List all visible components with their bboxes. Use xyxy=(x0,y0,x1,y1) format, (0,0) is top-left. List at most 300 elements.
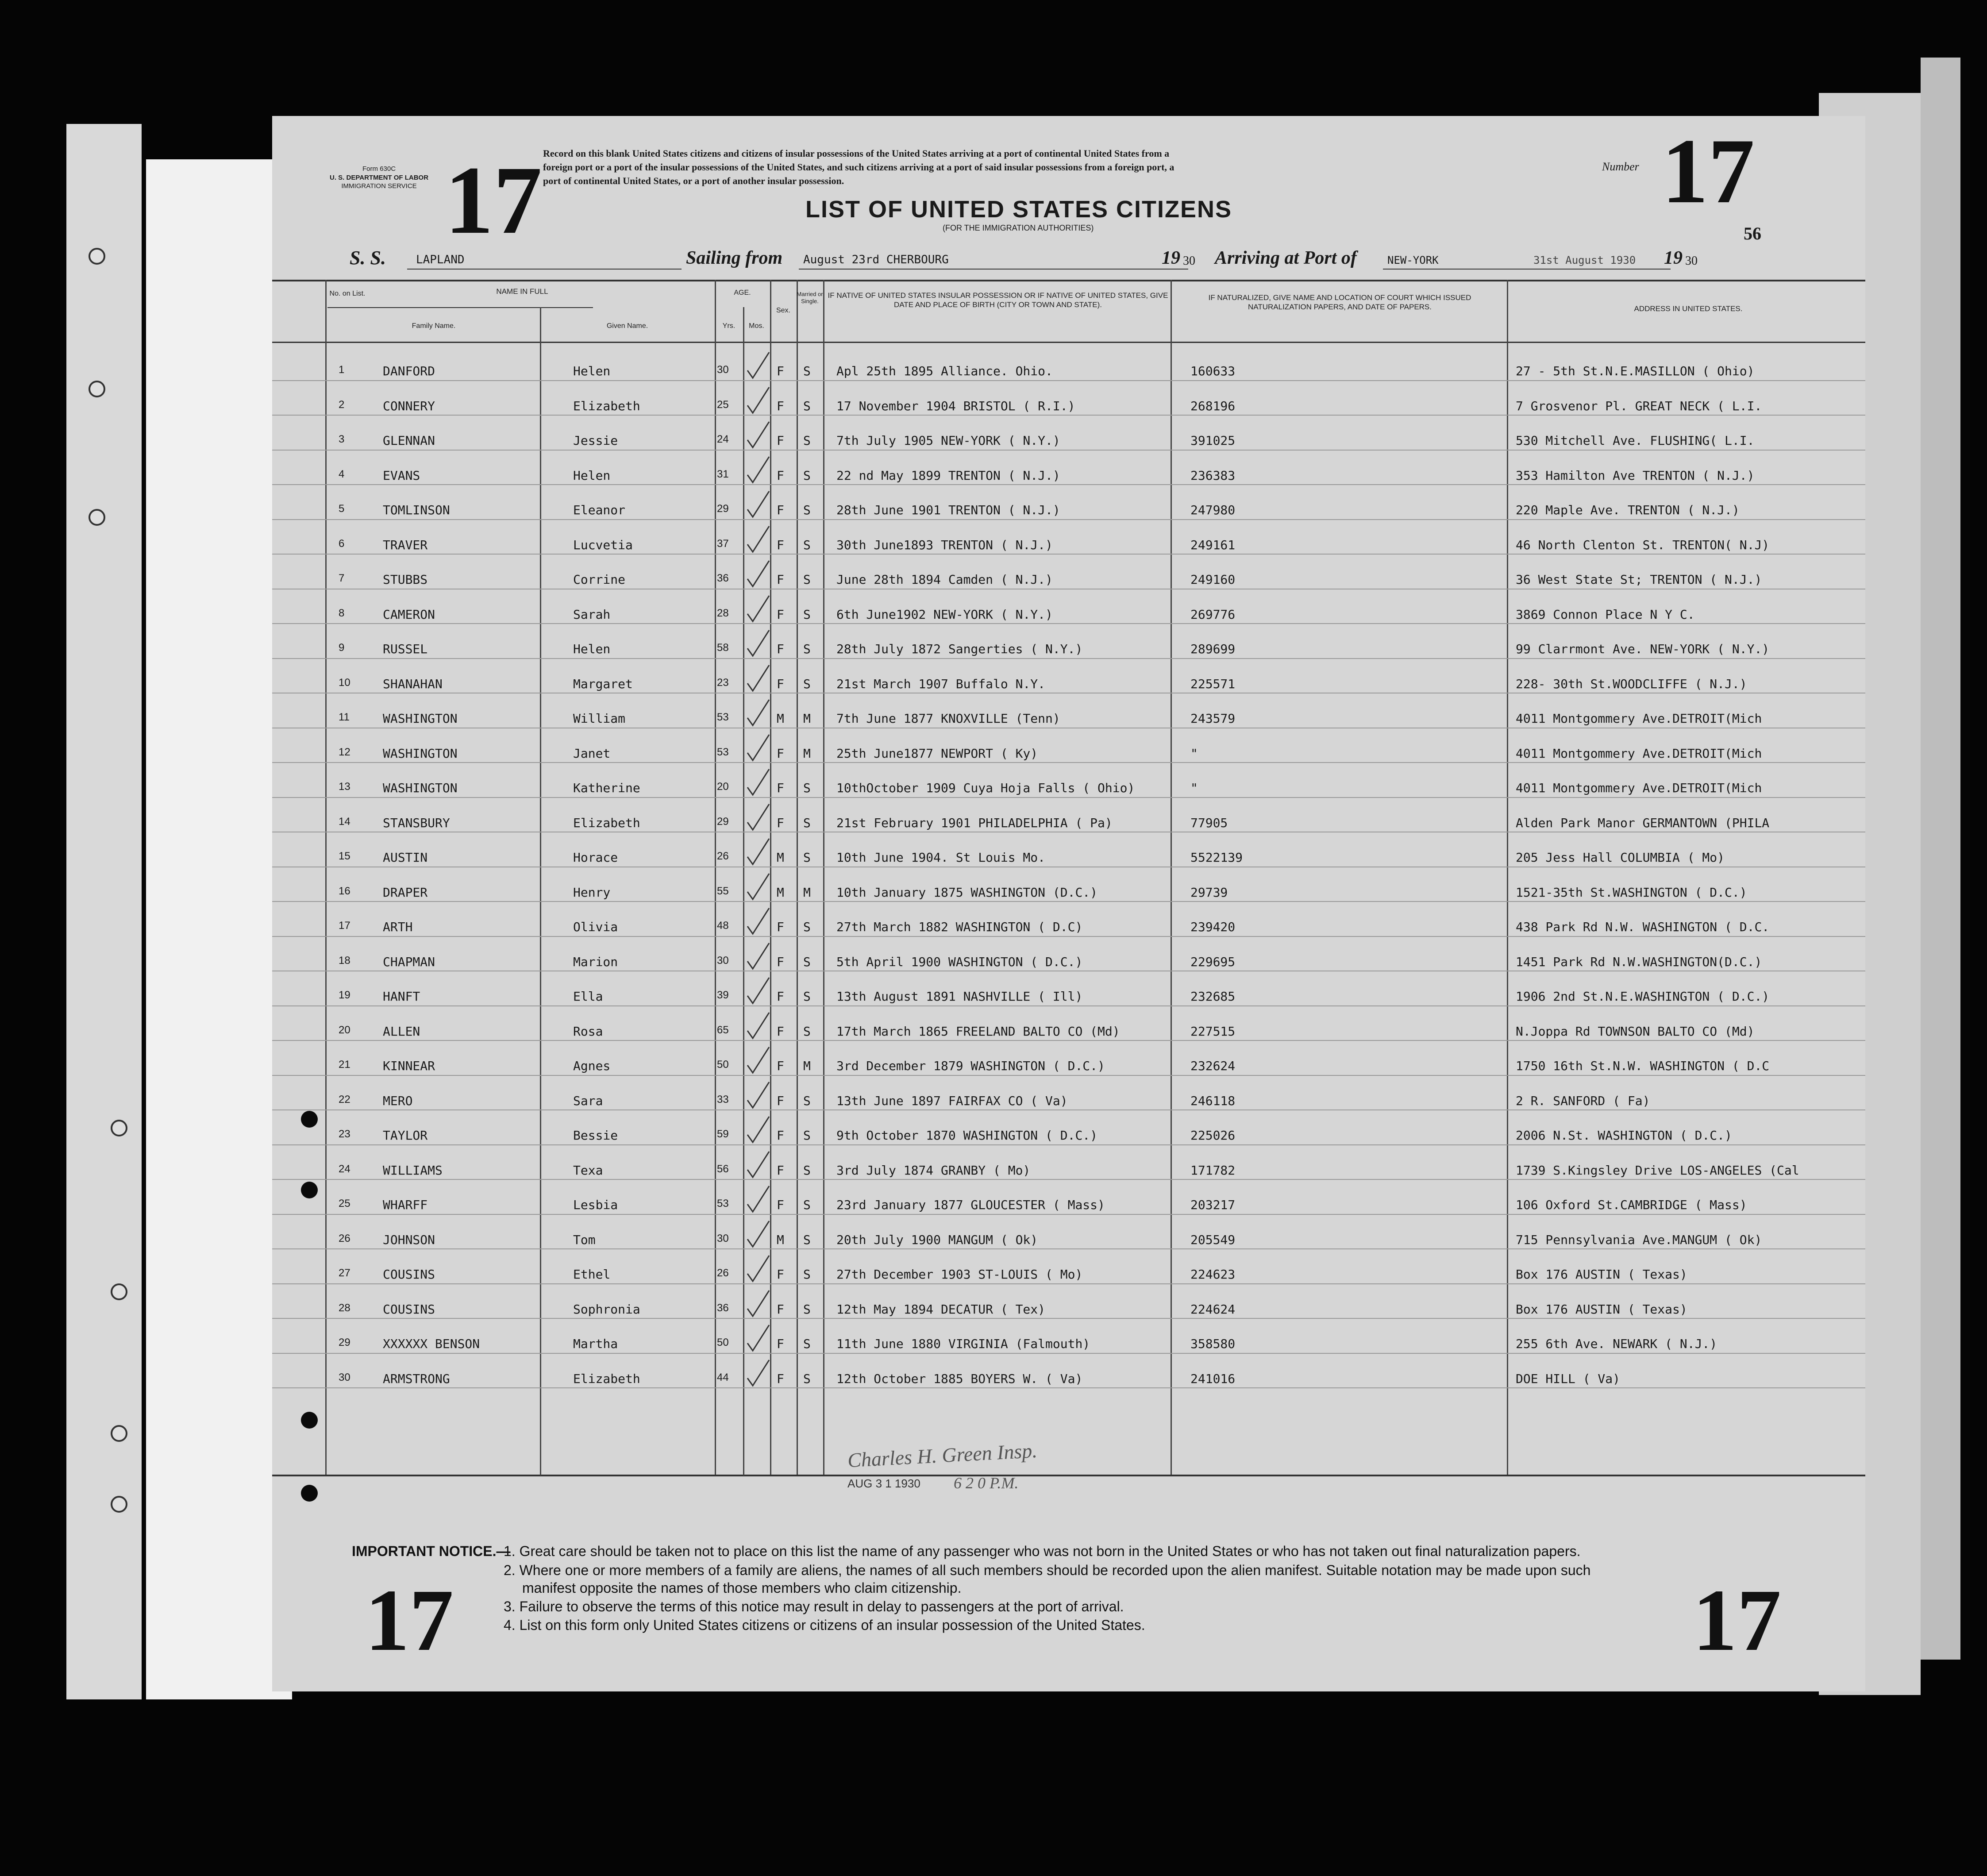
sex: F xyxy=(777,1024,784,1039)
ship-underline xyxy=(407,269,682,270)
row-number: 21 xyxy=(339,1059,350,1071)
naturalization-number: 232624 xyxy=(1190,1059,1236,1073)
row-rule xyxy=(272,1353,1865,1354)
age-years: 26 xyxy=(717,1267,729,1279)
row-rule xyxy=(272,1109,1865,1110)
marital-status: S xyxy=(803,398,811,413)
birth-date-place: 9th October 1870 WASHINGTON ( D.C.) xyxy=(836,1128,1098,1143)
marital-status: S xyxy=(803,676,811,691)
age-years: 26 xyxy=(717,850,729,862)
age-years: 55 xyxy=(717,885,729,897)
naturalization-number: 171782 xyxy=(1190,1163,1236,1178)
row-number: 18 xyxy=(339,954,350,967)
sex: F xyxy=(777,1163,784,1178)
row-number: 16 xyxy=(339,885,350,897)
stamp-date: AUG 3 1 1930 xyxy=(847,1477,920,1490)
family-name: CHAPMAN xyxy=(383,954,435,969)
given-name: Marion xyxy=(573,954,618,969)
family-name: TOMLINSON xyxy=(383,503,450,517)
punch-hole xyxy=(301,1412,318,1429)
row-number: 25 xyxy=(339,1198,350,1210)
marital-status: S xyxy=(803,1093,811,1108)
row-number: 24 xyxy=(339,1163,350,1175)
row-number: 7 xyxy=(339,572,345,584)
given-name: Horace xyxy=(573,850,618,865)
header-birth: IF NATIVE OF UNITED STATES INSULAR POSSESSION OR IF NATIVE OF UNITED STATES, GIVE DATE AND PLACE OF BIRTH (CITY OR TOWN AND STATE). xyxy=(828,291,1168,309)
row-rule xyxy=(272,1387,1865,1388)
service: IMMIGRATION SERVICE xyxy=(341,182,417,190)
check-mark-icon xyxy=(745,767,771,798)
age-years: 29 xyxy=(717,503,729,515)
row-number: 6 xyxy=(339,537,345,550)
naturalization-number: 203217 xyxy=(1190,1198,1236,1212)
us-address: 46 North Clenton St. TRENTON( N.J) xyxy=(1516,537,1770,552)
sex: F xyxy=(777,920,784,934)
header-name-in-full: NAME IN FULL xyxy=(496,287,548,296)
family-name: TRAVER xyxy=(383,537,428,552)
birth-date-place: Apl 25th 1895 Alliance. Ohio. xyxy=(836,364,1053,378)
birth-date-place: 10thOctober 1909 Cuya Hoja Falls ( Ohio) xyxy=(836,781,1135,795)
sex: F xyxy=(777,815,784,830)
marital-status: M xyxy=(803,885,811,900)
family-name: COUSINS xyxy=(383,1267,435,1282)
check-mark-icon xyxy=(745,351,771,381)
sex: F xyxy=(777,1059,784,1073)
given-name: Rosa xyxy=(573,1024,603,1039)
marital-status: S xyxy=(803,503,811,517)
col-divider xyxy=(823,280,824,1475)
check-mark-icon xyxy=(745,1219,771,1250)
check-mark-icon xyxy=(745,976,771,1007)
naturalization-number: 239420 xyxy=(1190,920,1236,934)
arriving-label: Arriving at Port of xyxy=(1215,248,1357,268)
marital-status: S xyxy=(803,537,811,552)
arrival-date: 31st August 1930 xyxy=(1533,254,1636,266)
instruction-line-3: port of continental United States, or a port of another insular possession. xyxy=(543,175,844,186)
check-mark-icon xyxy=(745,1358,771,1389)
given-name: Ella xyxy=(573,989,603,1004)
row-rule xyxy=(272,1214,1865,1215)
marital-status: S xyxy=(803,781,811,795)
birth-date-place: 13th June 1897 FAIRFAX CO ( Va) xyxy=(836,1093,1068,1108)
row-number: 8 xyxy=(339,607,345,619)
binder-hole xyxy=(111,1425,127,1442)
family-name: ARTH xyxy=(383,920,413,934)
marital-status: S xyxy=(803,1163,811,1178)
row-rule xyxy=(272,450,1865,451)
marital-status: S xyxy=(803,815,811,830)
age-years: 50 xyxy=(717,1059,729,1071)
us-address: 228- 30th St.WOODCLIFFE ( N.J.) xyxy=(1516,676,1747,691)
sex: F xyxy=(777,1302,784,1317)
sailing-date-port: August 23rd CHERBOURG xyxy=(803,253,949,266)
col-divider xyxy=(743,307,744,1475)
sex: F xyxy=(777,781,784,795)
birth-date-place: 30th June1893 TRENTON ( N.J.) xyxy=(836,537,1053,552)
naturalization-number: " xyxy=(1190,746,1198,761)
row-rule xyxy=(272,484,1865,485)
check-mark-icon xyxy=(745,1045,771,1076)
family-name: STANSBURY xyxy=(383,815,450,830)
header-bottom-border xyxy=(272,342,1865,343)
naturalization-number: 236383 xyxy=(1190,468,1236,483)
birth-date-place: 10th January 1875 WASHINGTON (D.C.) xyxy=(836,885,1098,900)
row-number: 19 xyxy=(339,989,350,1001)
birth-date-place: 17 November 1904 BRISTOL ( R.I.) xyxy=(836,398,1075,413)
naturalization-number: 225571 xyxy=(1190,676,1236,691)
sex: F xyxy=(777,433,784,448)
row-number: 2 xyxy=(339,398,345,411)
check-mark-icon xyxy=(745,1254,771,1285)
given-name: Sarah xyxy=(573,607,611,622)
row-number: 4 xyxy=(339,468,345,480)
row-rule xyxy=(272,936,1865,937)
naturalization-number: 246118 xyxy=(1190,1093,1236,1108)
given-name: Elizabeth xyxy=(573,1371,640,1386)
age-years: 39 xyxy=(717,989,729,1001)
sex: F xyxy=(777,503,784,517)
year-prefix-2: 19 xyxy=(1664,248,1683,268)
check-mark-icon xyxy=(745,594,771,625)
naturalization-number: " xyxy=(1190,781,1198,795)
sex: M xyxy=(777,850,784,865)
birth-date-place: 12th October 1885 BOYERS W. ( Va) xyxy=(836,1371,1083,1386)
row-rule xyxy=(272,519,1865,520)
list-number-left: 17 xyxy=(445,146,542,254)
age-years: 30 xyxy=(717,954,729,967)
given-name: Corrine xyxy=(573,572,626,587)
given-name: Agnes xyxy=(573,1059,611,1073)
age-years: 59 xyxy=(717,1128,729,1140)
birth-date-place: 10th June 1904. St Louis Mo. xyxy=(836,850,1046,865)
us-address: 4011 Montgommery Ave.DETROIT(Mich xyxy=(1516,781,1762,795)
binder-hole xyxy=(111,1283,127,1300)
naturalization-number: 29739 xyxy=(1190,885,1228,900)
marital-status: S xyxy=(803,1128,811,1143)
row-number: 20 xyxy=(339,1024,350,1036)
sex: F xyxy=(777,676,784,691)
us-address: 1906 2nd St.N.E.WASHINGTON ( D.C.) xyxy=(1516,989,1770,1004)
check-mark-icon xyxy=(745,1011,771,1042)
family-name: TAYLOR xyxy=(383,1128,428,1143)
check-mark-icon xyxy=(745,663,771,694)
age-years: 56 xyxy=(717,1163,729,1175)
family-name: WILLIAMS xyxy=(383,1163,443,1178)
col-divider xyxy=(715,280,716,1475)
sex: F xyxy=(777,364,784,378)
family-name: AUSTIN xyxy=(383,850,428,865)
family-name: CAMERON xyxy=(383,607,435,622)
marital-status: S xyxy=(803,433,811,448)
marital-status: S xyxy=(803,850,811,865)
naturalization-number: 247980 xyxy=(1190,503,1236,517)
row-number: 29 xyxy=(339,1337,350,1348)
us-address: 205 Jess Hall COLUMBIA ( Mo) xyxy=(1516,850,1725,865)
family-name: SHANAHAN xyxy=(383,676,443,691)
birth-date-place: 27th March 1882 WASHINGTON ( D.C) xyxy=(836,920,1083,934)
row-number: 13 xyxy=(339,781,350,793)
us-address: 99 Clarrmont Ave. NEW-YORK ( N.Y.) xyxy=(1516,642,1770,656)
given-name: Elizabeth xyxy=(573,398,640,413)
family-name: WHARFF xyxy=(383,1198,428,1212)
given-name: Helen xyxy=(573,364,611,378)
age-years: 25 xyxy=(717,398,729,411)
check-mark-icon xyxy=(745,1323,771,1354)
birth-date-place: 28th June 1901 TRENTON ( N.J.) xyxy=(836,503,1060,517)
given-name: Martha xyxy=(573,1337,618,1351)
age-years: 58 xyxy=(717,642,729,654)
punch-hole xyxy=(301,1182,318,1198)
family-name: CONNERY xyxy=(383,398,435,413)
check-mark-icon xyxy=(745,489,771,520)
row-rule xyxy=(272,415,1865,416)
birth-date-place: 17th March 1865 FREELAND BALTO CO (Md) xyxy=(836,1024,1120,1039)
year-suffix-1: 30 xyxy=(1183,254,1195,268)
row-rule xyxy=(272,1075,1865,1076)
marital-status: M xyxy=(803,711,811,726)
col-divider xyxy=(325,280,327,1475)
check-mark-icon xyxy=(745,1289,771,1320)
row-number: 12 xyxy=(339,746,350,758)
given-name: Janet xyxy=(573,746,611,761)
row-number: 5 xyxy=(339,503,345,515)
form-id-block xyxy=(330,165,428,191)
col-divider xyxy=(1171,280,1172,1475)
header-mos: Mos. xyxy=(749,322,764,330)
family-name: WASHINGTON xyxy=(383,746,458,761)
us-address: 4011 Montgommery Ave.DETROIT(Mich xyxy=(1516,711,1762,726)
underlying-page xyxy=(146,159,292,1699)
punch-hole xyxy=(301,1111,318,1128)
naturalization-number: 5522139 xyxy=(1190,850,1243,865)
age-years: 23 xyxy=(717,676,729,689)
row-number: 9 xyxy=(339,642,345,654)
age-years: 48 xyxy=(717,920,729,932)
marital-status: S xyxy=(803,1198,811,1212)
row-rule xyxy=(272,1005,1865,1006)
binder-hole xyxy=(89,509,105,526)
age-years: 53 xyxy=(717,711,729,723)
naturalization-number: 205549 xyxy=(1190,1232,1236,1247)
row-rule xyxy=(272,901,1865,902)
given-name: Margaret xyxy=(573,676,633,691)
instructions xyxy=(543,147,1174,188)
sex: F xyxy=(777,468,784,483)
check-mark-icon xyxy=(745,1115,771,1146)
header-address: ADDRESS IN UNITED STATES. xyxy=(1634,304,1743,313)
us-address: 36 West State St; TRENTON ( N.J.) xyxy=(1516,572,1762,587)
naturalization-number: 243579 xyxy=(1190,711,1236,726)
row-number: 1 xyxy=(339,364,345,376)
row-number: 27 xyxy=(339,1267,350,1279)
page-title: LIST OF UNITED STATES CITIZENS xyxy=(805,196,1232,223)
marital-status: S xyxy=(803,572,811,587)
check-mark-icon xyxy=(745,837,771,868)
birth-date-place: 21st February 1901 PHILADELPHIA ( Pa) xyxy=(836,815,1113,830)
naturalization-number: 160633 xyxy=(1190,364,1236,378)
age-years: 30 xyxy=(717,364,729,376)
birth-date-place: 20th July 1900 MANGUM ( Ok) xyxy=(836,1232,1038,1247)
age-years: 53 xyxy=(717,1198,729,1210)
family-name: RUSSEL xyxy=(383,642,428,656)
header-naturalized: IF NATURALIZED, GIVE NAME AND LOCATION OF COURT WHICH ISSUED NATURALIZATION PAPERS, AND DATE OF PAPERS. xyxy=(1208,293,1471,312)
birth-date-place: 13th August 1891 NASHVILLE ( Ill) xyxy=(836,989,1083,1004)
us-address: 2 R. SANFORD ( Fa) xyxy=(1516,1093,1650,1108)
given-name: Helen xyxy=(573,642,611,656)
notice-lead: IMPORTANT NOTICE.— xyxy=(352,1543,511,1559)
family-name: DRAPER xyxy=(383,885,428,900)
notice-item-1: 1. Great care should be taken not to place on this list the name of any passenger who was not born in the United States or who has not taken out final naturalization papers. xyxy=(504,1543,1581,1559)
sex: F xyxy=(777,1337,784,1351)
binder-hole xyxy=(89,381,105,397)
naturalization-number: 289699 xyxy=(1190,642,1236,656)
row-number: 14 xyxy=(339,815,350,828)
sex: F xyxy=(777,1198,784,1212)
sex: F xyxy=(777,1128,784,1143)
birth-date-place: 11th June 1880 VIRGINIA (Falmouth) xyxy=(836,1337,1090,1351)
header-yrs: Yrs. xyxy=(722,322,735,330)
check-mark-icon xyxy=(745,1150,771,1181)
naturalization-number: 269776 xyxy=(1190,607,1236,622)
naturalization-number: 229695 xyxy=(1190,954,1236,969)
row-rule xyxy=(272,623,1865,624)
row-rule xyxy=(272,1179,1865,1180)
department: U. S. DEPARTMENT OF LABOR xyxy=(330,173,429,181)
header-married-single: Married or Single. xyxy=(797,291,823,305)
age-years: 36 xyxy=(717,572,729,584)
sex: F xyxy=(777,607,784,622)
birth-date-place: 28th July 1872 Sangerties ( N.Y.) xyxy=(836,642,1083,656)
age-years: 36 xyxy=(717,1302,729,1314)
row-rule xyxy=(272,1318,1865,1319)
year-prefix-1: 19 xyxy=(1162,248,1180,268)
birth-date-place: 27th December 1903 ST-LOUIS ( Mo) xyxy=(836,1267,1083,1282)
age-years: 33 xyxy=(717,1093,729,1106)
row-rule xyxy=(272,658,1865,659)
naturalization-number: 232685 xyxy=(1190,989,1236,1004)
birth-date-place: 3rd July 1874 GRANBY ( Mo) xyxy=(836,1163,1031,1178)
left-binder-strip xyxy=(66,124,142,1699)
check-mark-icon xyxy=(745,941,771,972)
year-suffix-2: 30 xyxy=(1685,254,1698,268)
naturalization-number: 249161 xyxy=(1190,537,1236,552)
us-address: 1739 S.Kingsley Drive LOS-ANGELES (Cal xyxy=(1516,1163,1799,1178)
col-divider xyxy=(797,280,798,1475)
naturalization-number: 77905 xyxy=(1190,815,1228,830)
row-number: 30 xyxy=(339,1371,350,1383)
family-name: KINNEAR xyxy=(383,1059,435,1073)
sex: F xyxy=(777,1371,784,1386)
given-name: Ethel xyxy=(573,1267,611,1282)
marital-status: S xyxy=(803,1024,811,1039)
row-rule xyxy=(272,1248,1865,1249)
check-mark-icon xyxy=(745,698,771,729)
birth-date-place: 12th May 1894 DECATUR ( Tex) xyxy=(836,1302,1046,1317)
marital-status: M xyxy=(803,746,811,761)
check-mark-icon xyxy=(745,524,771,555)
given-name: Helen xyxy=(573,468,611,483)
check-mark-icon xyxy=(745,455,771,486)
family-name: GLENNAN xyxy=(383,433,435,448)
family-name: STUBBS xyxy=(383,572,428,587)
us-address: DOE HILL ( Va) xyxy=(1516,1371,1621,1386)
birth-date-place: 22 nd May 1899 TRENTON ( N.J.) xyxy=(836,468,1060,483)
given-name: Lucvetia xyxy=(573,537,633,552)
age-years: 37 xyxy=(717,537,729,550)
row-number: 3 xyxy=(339,433,345,445)
us-address: Box 176 AUSTIN ( Texas) xyxy=(1516,1267,1687,1282)
check-mark-icon xyxy=(745,1184,771,1215)
check-mark-icon xyxy=(745,906,771,937)
us-address: 715 Pennsylvania Ave.MANGUM ( Ok) xyxy=(1516,1232,1762,1247)
family-name: DANFORD xyxy=(383,364,435,378)
name-subheader-line xyxy=(327,307,593,308)
us-address: 1451 Park Rd N.W.WASHINGTON(D.C.) xyxy=(1516,954,1762,969)
naturalization-number: 249160 xyxy=(1190,572,1236,587)
instruction-line-1: Record on this blank United States citizens and citizens of insular possessions of the United States arriving at a port of continental United States from a xyxy=(543,148,1170,159)
binder-hole xyxy=(111,1496,127,1513)
age-years: 50 xyxy=(717,1337,729,1348)
table-bottom-border xyxy=(272,1475,1865,1476)
check-mark-icon xyxy=(745,872,771,903)
notice-item-2b: manifest opposite the names of those members who claim citizenship. xyxy=(522,1580,962,1596)
given-name: Sara xyxy=(573,1093,603,1108)
check-mark-icon xyxy=(745,802,771,833)
col-divider xyxy=(540,307,541,1475)
us-address: 3869 Connon Place N Y C. xyxy=(1516,607,1695,622)
given-name: Eleanor xyxy=(573,503,626,517)
given-name: Bessie xyxy=(573,1128,618,1143)
age-years: 24 xyxy=(717,433,729,445)
ss-label: S. S. xyxy=(350,247,386,269)
row-rule xyxy=(272,1283,1865,1284)
page-subtitle: (FOR THE IMMIGRATION AUTHORITIES) xyxy=(943,223,1094,232)
footer-number-right: 17 xyxy=(1693,1572,1781,1669)
family-name: HANFT xyxy=(383,989,420,1004)
given-name: Katherine xyxy=(573,781,640,795)
instruction-line-2: foreign port or a port of the insular possessions of the United States, and such citizens arriving at a port of said insular possessions from a foreign port, a xyxy=(543,161,1174,173)
given-name: Elizabeth xyxy=(573,815,640,830)
birth-date-place: 21st March 1907 Buffalo N.Y. xyxy=(836,676,1046,691)
birth-date-place: 7th July 1905 NEW-YORK ( N.Y.) xyxy=(836,433,1060,448)
us-address: 106 Oxford St.CAMBRIDGE ( Mass) xyxy=(1516,1198,1747,1212)
naturalization-number: 225026 xyxy=(1190,1128,1236,1143)
row-rule xyxy=(272,1040,1865,1041)
notice-item-4: 4. List on this form only United States citizens or citizens of an insular possession of the United States. xyxy=(504,1617,1145,1633)
form-number: Form 630C xyxy=(362,165,396,173)
age-years: 20 xyxy=(717,781,729,793)
row-rule xyxy=(272,762,1865,763)
check-mark-icon xyxy=(745,559,771,590)
us-address: Box 176 AUSTIN ( Texas) xyxy=(1516,1302,1687,1317)
marital-status: M xyxy=(803,1059,811,1073)
marital-status: S xyxy=(803,989,811,1004)
marital-status: S xyxy=(803,607,811,622)
us-address: 1521-35th St.WASHINGTON ( D.C.) xyxy=(1516,885,1747,900)
header-age: AGE. xyxy=(734,289,751,297)
arrival-underline xyxy=(1383,269,1671,270)
sex: M xyxy=(777,1232,784,1247)
stamp-time: 6 2 0 P.M. xyxy=(954,1474,1019,1492)
age-years: 44 xyxy=(717,1371,729,1383)
age-years: 29 xyxy=(717,815,729,828)
naturalization-number: 241016 xyxy=(1190,1371,1236,1386)
row-number: 22 xyxy=(339,1093,350,1106)
given-name: Sophronia xyxy=(573,1302,640,1317)
ship-name: LAPLAND xyxy=(416,253,465,266)
marital-status: S xyxy=(803,1302,811,1317)
inspector-signature: Charles H. Green Insp. xyxy=(847,1439,1038,1472)
